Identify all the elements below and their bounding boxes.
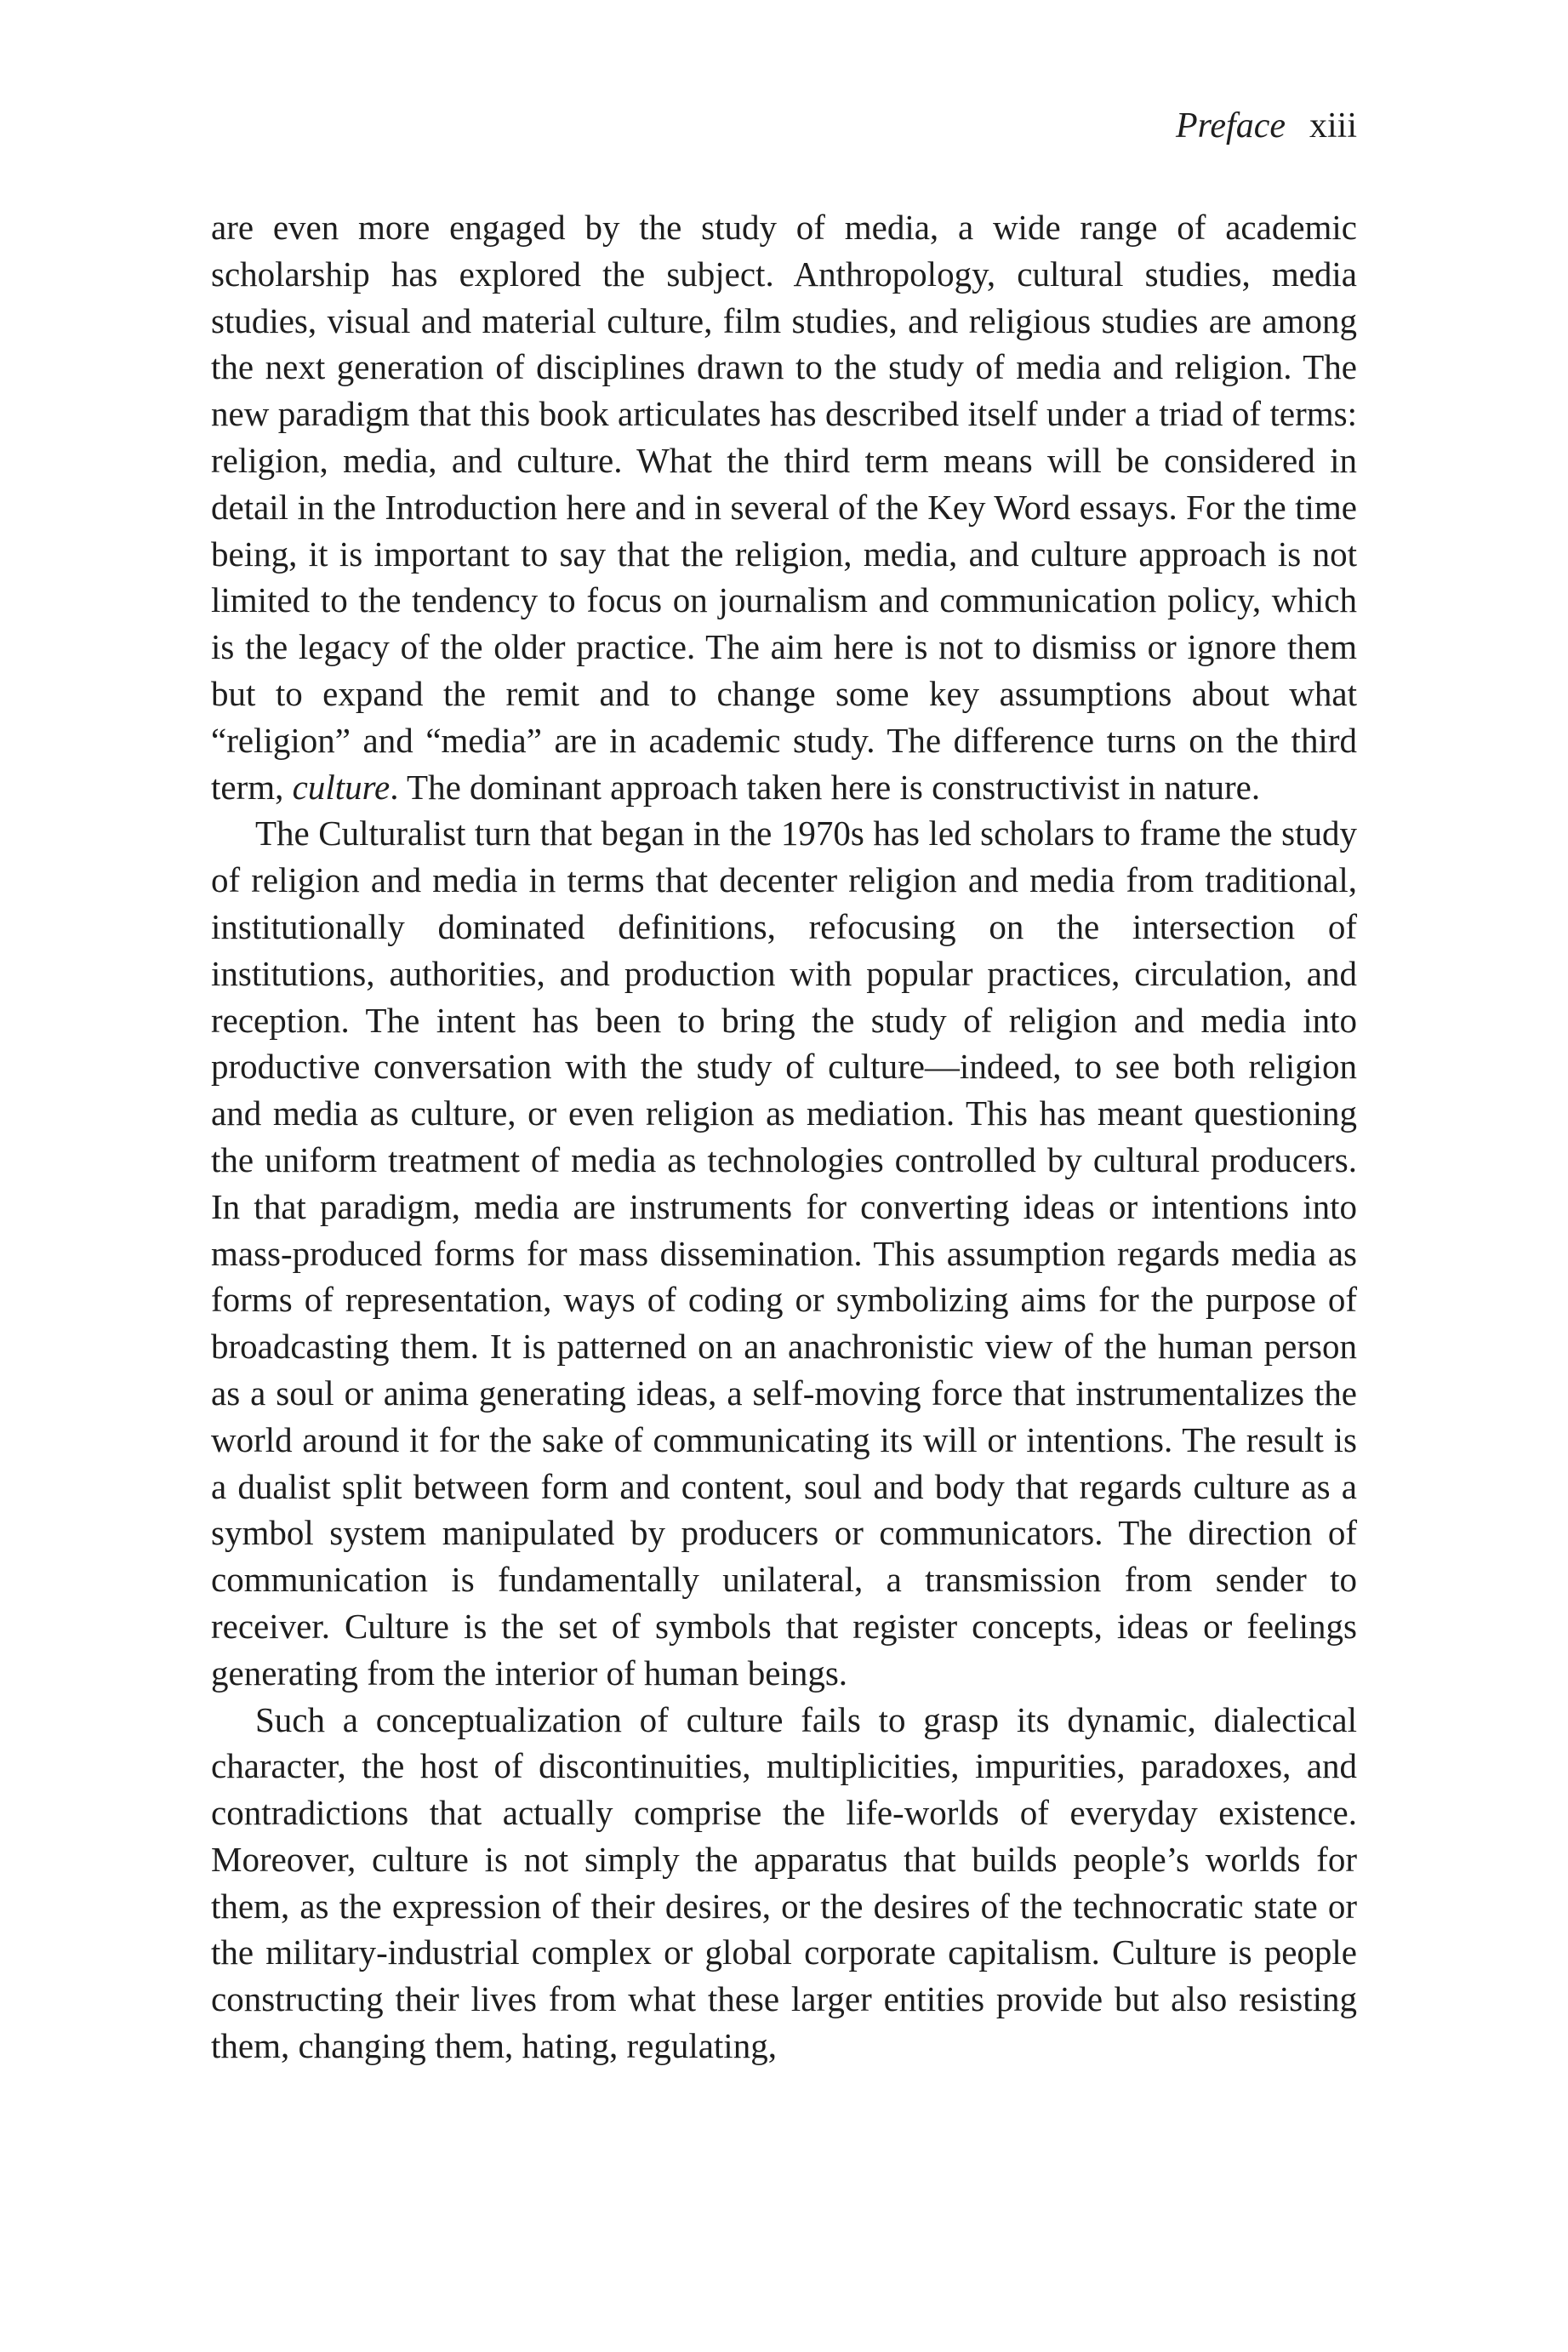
running-head (1176, 100, 1357, 151)
paragraph-culturalist-turn: The Culturalist turn that began in the 1970s has led scholars to frame the study of religion and media in terms that decenter religion and media from traditional, institutionally dominated definitions, refocusing on the intersection of institutions, authorities, and production with popular practices, circulation, and reception. The intent has been to bring the study of religion and media into productive conversation with the study of culture—indeed, to see both religion and media as culture, or even religion as mediation. This has meant questioning the uniform treatment of media as technologies controlled by cultural producers. In that paradigm, media are instruments for converting ideas or intentions into mass-produced forms for mass dissemination. This assumption regards media as forms of representation, ways of coding or symbolizing aims for the purpose of broadcasting them. It is patterned on an anachronistic view of the human person as a soul or anima generating ideas, a self-moving force that instrumentalizes the world around it for the sake of communicating its will or intentions. The result is a dualist split between form and content, soul and body that regards culture as a symbol system manipulated by producers or communicators. The direction of communication is fundamentally unilateral, a transmission from sender to receiver. Culture is the set of symbols that register concepts, ideas or feelings generating from the interior of human beings. (211, 813, 1357, 1693)
paragraph-continued (211, 204, 1357, 810)
paragraph-conceptualization: Such a conceptualization of culture fails to grasp its dynamic, dialectical character, the host of discontinuities, multiplicities, impurities, paradoxes, and contradictions that actually comprise the life-worlds of everyday existence. Moreover, culture is not simply the apparatus that builds people’s worlds for them, as the expression of their desires, or the desires of the technocratic state or the military-industrial complex or global corporate capitalism. Culture is people constructing their lives from what these larger entities provide but also resisting them, changing them, hating, regulating, (211, 1699, 1357, 2066)
paragraph-1-text: are even more engaged by the study of media, a wide range of academic scholarship has explored the subject. Anthropology, cultural studies, media studies, visual and material culture, film studies, and religious studies are among the next generation of disciplines drawn to the study of media and religion. The new paradigm that this book articulates has described itself under a triad of terms: religion, media, and culture. What the third term means will be considered in detail in the Introduction here and in several of the Key Word essays. For the time being, it is important to say that the religion, media, and culture approach is not limited to the tendency to focus on journalism and communication policy, which is the legacy of the older practice. The aim here is not to dismiss or ignore them but to expand the remit and to change some key assumptions about what “religion” and “media” are in academic study. The difference turns on the third term, (211, 208, 1357, 807)
body-text (211, 204, 1357, 2069)
paragraph-1-text-end: . The dominant approach taken here is constructivist in nature. (390, 767, 1261, 807)
page-number: xiii (1309, 106, 1357, 146)
paragraph-1-emphasis: culture (292, 767, 391, 807)
running-head-title: Preface (1175, 106, 1286, 146)
